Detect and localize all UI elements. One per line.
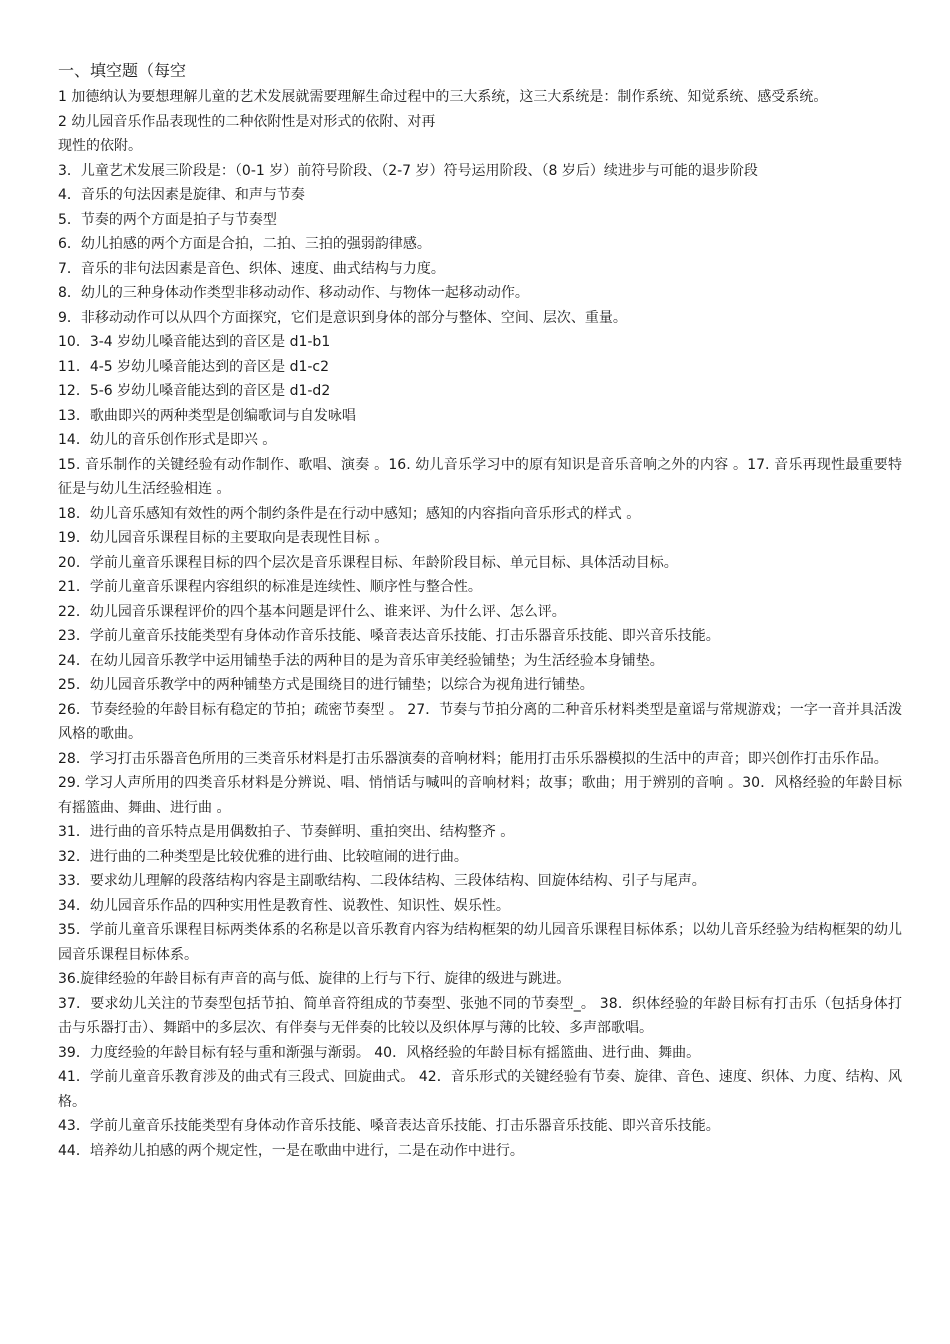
question-item: 6．幼儿拍感的两个方面是合拍，二拍、三拍的强弱韵律感。 — [58, 236, 431, 252]
question-item: 2 幼儿园音乐作品表现性的二种依附性是对形式的依附、对再 — [58, 113, 436, 130]
question-item: 36.旋律经验的年龄目标有声音的高与低、旋律的上行与下行、旋律的级进与跳进。 — [58, 971, 571, 987]
question-item: 21．学前儿童音乐课程内容组织的标准是连续性、顺序性与整合性。 — [58, 579, 482, 595]
question-item: 10．3-4 岁幼儿嗓音能达到的音区是 d1-b1 — [58, 334, 331, 350]
question-item: 9．非移动动作可以从四个方面探究，它们是意识到身体的部分与整体、空间、层次、重量。 — [58, 309, 627, 326]
question-item: 7．音乐的非句法因素是音色、织体、速度、曲式结构与力度。 — [58, 260, 445, 277]
question-item: 29. 学习人声所用的四类音乐材料是分辨说、唱、悄悄话与喊叫的音响材料；故事；歌曲；用于辨别的音响 。30．风格经验的年龄目标有摇篮曲、舞曲、进行曲 。 — [58, 775, 902, 816]
question-item: 32．进行曲的二种类型是比较优雅的进行曲、比较喧闹的进行曲。 — [58, 848, 468, 865]
question-item: 20．学前儿童音乐课程目标的四个层次是音乐课程目标、年龄阶段目标、单元目标、具体活动目标。 — [58, 554, 678, 571]
document-title: 一、填空题（每空 — [58, 61, 187, 80]
question-item: 4．音乐的句法因素是旋律、和声与节奏 — [58, 187, 305, 203]
question-item: 18．幼儿音乐感知有效性的两个制约条件是在行动中感知；感知的内容指向音乐形式的样式 。 — [58, 505, 641, 522]
question-item: 12．5-6 岁幼儿嗓音能达到的音区是 d1-d2 — [58, 383, 331, 399]
question-item: 11．4-5 岁幼儿嗓音能达到的音区是 d1-c2 — [58, 358, 330, 375]
question-list — [58, 85, 902, 1163]
question-item: 19．幼儿园音乐课程目标的主要取向是表现性目标 。 — [58, 530, 389, 546]
question-item: 15. 音乐制作的关键经验有动作制作、歌唱、演奏 。16. 幼儿音乐学习中的原有知识是音乐音响之外的内容 。17. 音乐再现性最重要特征是与幼儿生活经验相连 。 — [58, 456, 902, 497]
question-item: 34．幼儿园音乐作品的四种实用性是教育性、说教性、知识性、娱乐性。 — [58, 897, 510, 914]
question-item: 44．培养幼儿拍感的两个规定性，一是在歌曲中进行，二是在动作中进行。 — [58, 1142, 524, 1159]
question-item: 22．幼儿园音乐课程评价的四个基本问题是评什么、谁来评、为什么评、怎么评。 — [58, 603, 566, 620]
question-item: 41．学前儿童音乐教育涉及的曲式有三段式、回旋曲式。 42．音乐形式的关键经验有节奏、旋律、音色、速度、织体、力度、结构、风格。 — [58, 1069, 902, 1110]
question-item: 26．节奏经验的年龄目标有稳定的节拍；疏密节奏型 。 27．节奏与节拍分离的二种音乐材料类型是童谣与常规游戏；一字一音并具活泼风格的歌曲。 — [58, 701, 902, 742]
question-item: 28．学习打击乐器音色所用的三类音乐材料是打击乐器演奏的音响材料；能用打击乐乐器模拟的生活中的声音；即兴创作打击乐作品。 — [58, 750, 888, 767]
question-item: 33．要求幼儿理解的段落结构内容是主副歌结构、二段体结构、三段体结构、回旋体结构、引子与尾声。 — [58, 873, 706, 889]
question-item: 1 加德纳认为要想理解儿童的艺术发展就需要理解生命过程中的三大系统，这三大系统是：制作系统、知觉系统、感受系统。 — [58, 89, 828, 105]
question-item: 8．幼儿的三种身体动作类型非移动动作、移动动作、与物体一起移动动作。 — [58, 285, 529, 301]
question-item: 5．节奏的两个方面是拍子与节奏型 — [58, 211, 277, 228]
question-item: 24．在幼儿园音乐教学中运用铺垫手法的两种目的是为音乐审美经验铺垫；为生活经验本身铺垫。 — [58, 652, 664, 669]
question-item: 37．要求幼儿关注的节奏型包括节拍、简单音符组成的节奏型、张弛不同的节奏型_。 38．织体经验的年龄目标有打击乐（包括身体打击与乐器打击）、舞蹈中的多层次、有伴奏与无伴奏的比较以及织体厚与薄的比较、多声部歌唱。 — [58, 995, 902, 1036]
question-item: 现性的依附。 — [58, 138, 142, 154]
question-item: 13．歌曲即兴的两种类型是创编歌词与自发咏唱 — [58, 407, 356, 424]
question-item: 14．幼儿的音乐创作形式是即兴 。 — [58, 432, 277, 448]
question-item: 39．力度经验的年龄目标有轻与重和渐强与渐弱。 40．风格经验的年龄目标有摇篮曲、进行曲、舞曲。 — [58, 1044, 701, 1061]
question-item: 23．学前儿童音乐技能类型有身体动作音乐技能、嗓音表达音乐技能、打击乐器音乐技能、即兴音乐技能。 — [58, 628, 720, 644]
question-item: 43．学前儿童音乐技能类型有身体动作音乐技能、嗓音表达音乐技能、打击乐器音乐技能、即兴音乐技能。 — [58, 1118, 720, 1134]
question-item: 31．进行曲的音乐特点是用偶数拍子、节奏鲜明、重拍突出、结构整齐 。 — [58, 824, 515, 840]
question-item: 25．幼儿园音乐教学中的两种铺垫方式是围绕目的进行铺垫；以综合为视角进行铺垫。 — [58, 677, 594, 693]
question-item: 3．儿童艺术发展三阶段是：（0-1 岁）前符号阶段、（2-7 岁）符号运用阶段、（8 岁后）续进步与可能的退步阶段 — [58, 162, 758, 179]
question-item: 35．学前儿童音乐课程目标两类体系的名称是以音乐教育内容为结构框架的幼儿园音乐课程目标体系；以幼儿音乐经验为结构框架的幼儿园音乐课程目标体系。 — [58, 922, 902, 963]
